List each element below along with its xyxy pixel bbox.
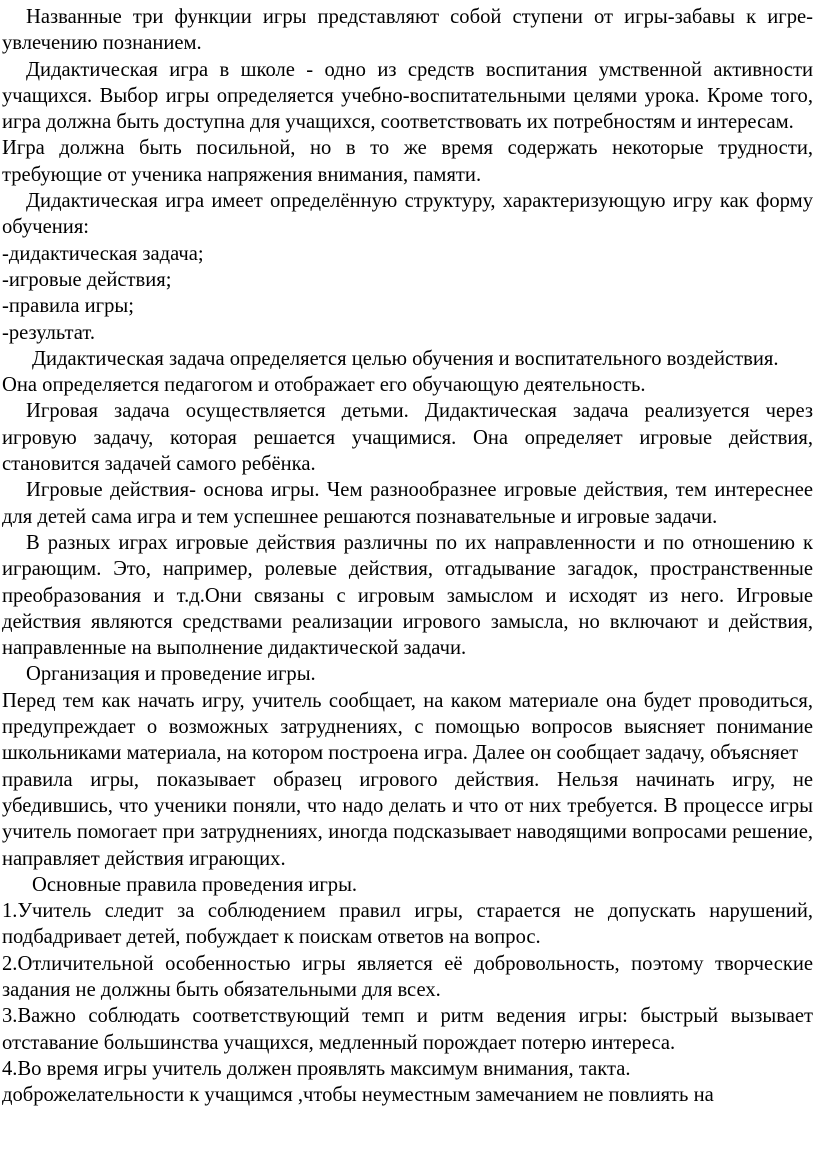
list-item-result: -результат.: [2, 321, 95, 344]
rule-item-3: 3.Важно соблюдать соответствующий темп и ритм ведения игры: быстрый вызывает отставание большинства учащихся, медленный порождает потерю интереса.: [2, 1005, 813, 1054]
paragraph-didactic-task-defined: Дидактическая задача определяется целью обучения и воспитательного воздействия.: [32, 347, 779, 370]
paragraph-before-game: Перед тем как начать игру, учитель сообщает, на каком материале она будет проводиться, предупреждает о возможных затруднениях, с помощью вопросов выясняет понимание школьниками материала, на котором построена игра. Далее он сообщает задачу, объясняет: [2, 689, 813, 765]
rule-item-1: 1.Учитель следит за соблюдением правил игры, старается не допускать нарушений, подбадривает детей, побуждает к поискам ответов на вопрос.: [2, 900, 813, 949]
paragraph-game-task: Игровая задача осуществляется детьми. Дидактическая задача реализуется через игровую задачу, которая решается учащимися. Она определяет игровые действия, становится задачей самого ребёнка.: [2, 400, 813, 476]
section-heading-organization: Организация и проведение игры.: [26, 663, 316, 686]
list-item-game-rules: -правила игры;: [2, 295, 134, 318]
rule-item-2: 2.Отличительной особенностью игры является её добровольность, поэтому творческие задания не должны быть обязательными для всех.: [2, 952, 813, 1001]
list-item-didactic-task: -дидактическая задача;: [2, 242, 204, 265]
paragraph-game-structure: Дидактическая игра имеет определённую структуру, характеризующую игру как форму обучения:: [2, 190, 813, 239]
paragraph-different-games: В разных играх игровые действия различны по их направленности и по отношению к играющим. Это, например, ролевые действия, отгадывание загадок, пространственные преобразования и т.д.Они связаны с игровым замыслом и исходят из него. Игровые действия являются средствами реализации игрового замысла, но включают и действия, направленные на выполнение дидактической задачи.: [2, 531, 813, 660]
rule-item-4-continued: доброжелательности к учащимся ,чтобы неуместным замечанием не повлиять на: [2, 1084, 714, 1107]
paragraph-game-feasible: Игра должна быть посильной, но в то же время содержать некоторые трудности, требующие от ученика напряжения внимания, памяти.: [2, 137, 813, 186]
paragraph-teacher-defines: Она определяется педагогом и отображает его обучающую деятельность.: [2, 374, 646, 397]
paragraph-didactic-game-school: Дидактическая игра в школе - одно из средств воспитания умственной активности учащихся. Выбор игры определяется учебно-воспитательными целями урока. Кроме того, игра должна быть доступна для учащихся, соответствовать их потребностям и интересам.: [2, 58, 813, 134]
rule-item-4: 4.Во время игры учитель должен проявлять максимум внимания, такта.: [2, 1057, 631, 1080]
paragraph-game-functions: Названные три функции игры представляют собой ступени от игры-забавы к игре-увлечению познанием.: [2, 6, 813, 55]
paragraph-game-actions-basis: Игровые действия- основа игры. Чем разнообразнее игровые действия, тем интереснее для детей сама игра и тем успешнее решаются познавательные и игровые задачи.: [2, 479, 813, 528]
paragraph-rules-explained: правила игры, показывает образец игрового действия. Нельзя начинать игру, не убедившись, что ученики поняли, что надо делать и что от них требуется. В процессе игры учитель помогает при затруднениях, иногда подсказывает наводящими вопросами решение, направляет действия играющих.: [2, 768, 813, 870]
list-item-game-actions: -игровые действия;: [2, 268, 172, 291]
section-heading-main-rules: Основные правила проведения игры.: [32, 873, 358, 896]
